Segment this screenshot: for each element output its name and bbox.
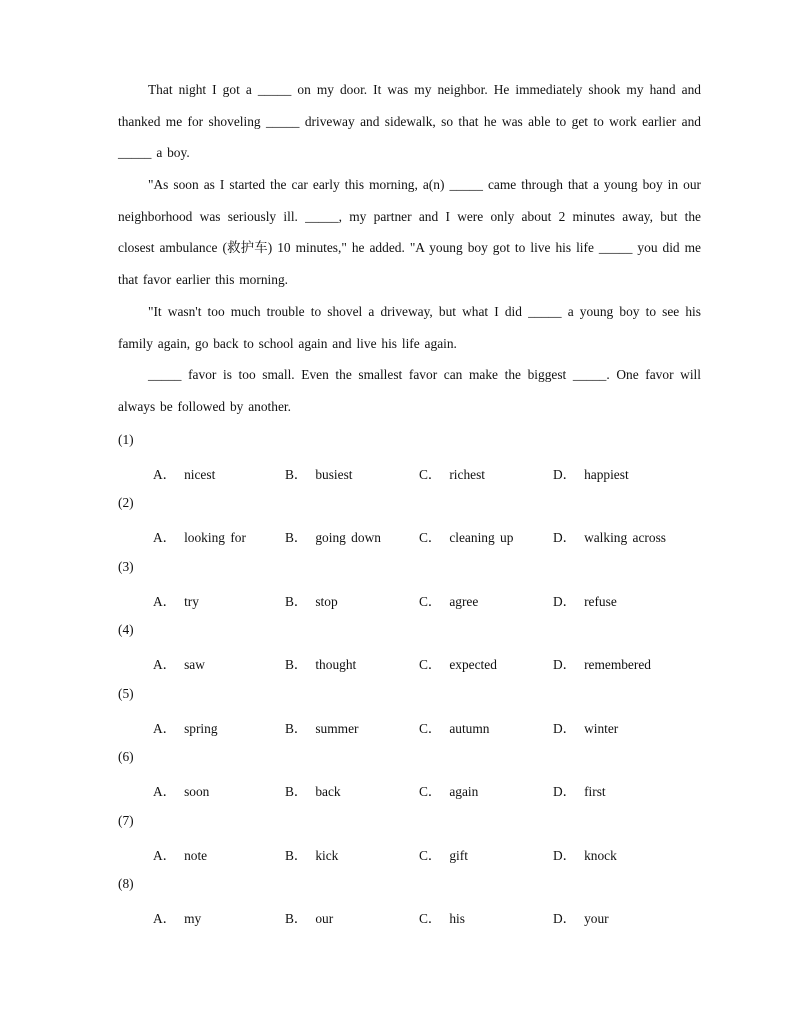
question-number: (7)	[118, 813, 134, 828]
option-text: summer	[315, 721, 359, 736]
passage-paragraph-3-text: "It wasn't too much trouble to shovel a driveway, but what I did _____ a young boy to see his family again, go back to school again and live his life again.	[118, 304, 701, 351]
option-d[interactable]	[553, 654, 651, 673]
option-letter: D．	[553, 911, 577, 926]
option-letter: C．	[419, 848, 442, 863]
option-letter: D．	[553, 721, 577, 736]
option-d[interactable]	[553, 464, 629, 483]
option-c[interactable]	[419, 845, 468, 864]
option-c[interactable]	[419, 527, 513, 546]
option-letter: A．	[153, 848, 177, 863]
option-text: again	[449, 784, 479, 799]
option-letter: D．	[553, 657, 577, 672]
option-text: knock	[584, 848, 617, 863]
option-letter: B．	[285, 594, 308, 609]
option-letter: C．	[419, 594, 442, 609]
option-a[interactable]	[153, 654, 205, 673]
question-number: (4)	[118, 622, 134, 637]
question-number: (2)	[118, 495, 134, 510]
question-number: (3)	[118, 559, 134, 574]
option-letter: B．	[285, 784, 308, 799]
option-text: try	[184, 594, 199, 609]
option-letter: C．	[419, 721, 442, 736]
option-letter: B．	[285, 911, 308, 926]
option-text: our	[315, 911, 334, 926]
option-letter: D．	[553, 594, 577, 609]
option-text: happiest	[584, 467, 629, 482]
option-text: thought	[315, 657, 357, 672]
option-text: my	[184, 911, 202, 926]
option-b[interactable]	[285, 845, 338, 864]
passage-paragraph-2	[118, 169, 701, 295]
option-text: remembered	[584, 657, 651, 672]
option-c[interactable]	[419, 654, 497, 673]
option-text: note	[184, 848, 208, 863]
option-letter: D．	[553, 530, 577, 545]
option-text: richest	[449, 467, 486, 482]
option-a[interactable]	[153, 908, 201, 927]
passage-paragraph-4-text: _____ favor is too small. Even the smallest favor can make the biggest _____. One favor will always be followed by another.	[118, 367, 701, 414]
option-a[interactable]	[153, 527, 246, 546]
option-c[interactable]	[419, 781, 478, 800]
option-d[interactable]	[553, 781, 606, 800]
option-text: busiest	[315, 467, 353, 482]
passage-paragraph-2-text: "As soon as I started the car early this morning, a(n) _____ came through that a young boy in our neighborhood was seriously ill. _____, my partner and I were only about 2 minutes away, but the closest ambulance (救护车) 10 minutes," he added. "A young boy got to live his life _____ you did me that favor earlier this morning.	[118, 177, 701, 287]
option-letter: D．	[553, 848, 577, 863]
option-text: nicest	[184, 467, 216, 482]
question-number: (6)	[118, 749, 134, 764]
option-letter: B．	[285, 467, 308, 482]
option-text: soon	[184, 784, 210, 799]
option-letter: D．	[553, 467, 577, 482]
option-text: first	[584, 784, 606, 799]
option-letter: A．	[153, 467, 177, 482]
option-a[interactable]	[153, 845, 207, 864]
option-letter: A．	[153, 784, 177, 799]
option-text: stop	[315, 594, 338, 609]
option-b[interactable]	[285, 527, 381, 546]
option-text: agree	[449, 594, 479, 609]
option-text: cleaning up	[449, 530, 514, 545]
option-text: saw	[184, 657, 205, 672]
option-letter: A．	[153, 911, 177, 926]
option-text: his	[449, 911, 465, 926]
option-b[interactable]	[285, 781, 341, 800]
option-text: looking for	[184, 530, 246, 545]
option-b[interactable]	[285, 654, 356, 673]
option-b[interactable]	[285, 908, 333, 927]
option-letter: A．	[153, 594, 177, 609]
option-a[interactable]	[153, 464, 215, 483]
option-d[interactable]	[553, 908, 609, 927]
question-number: (1)	[118, 432, 134, 447]
option-letter: B．	[285, 530, 308, 545]
option-c[interactable]	[419, 908, 465, 927]
option-letter: C．	[419, 467, 442, 482]
option-letter: C．	[419, 530, 442, 545]
option-letter: A．	[153, 721, 177, 736]
option-d[interactable]	[553, 718, 618, 737]
option-d[interactable]	[553, 845, 617, 864]
option-c[interactable]	[419, 464, 485, 483]
option-letter: B．	[285, 721, 308, 736]
option-b[interactable]	[285, 591, 338, 610]
option-a[interactable]	[153, 591, 199, 610]
passage-paragraph-3	[118, 296, 701, 359]
option-letter: C．	[419, 657, 442, 672]
option-b[interactable]	[285, 718, 358, 737]
option-b[interactable]	[285, 464, 353, 483]
option-text: walking across	[584, 530, 667, 545]
option-letter: D．	[553, 784, 577, 799]
option-letter: A．	[153, 530, 177, 545]
option-d[interactable]	[553, 527, 666, 546]
option-text: kick	[315, 848, 339, 863]
option-text: autumn	[449, 721, 490, 736]
option-text: your	[584, 911, 609, 926]
option-a[interactable]	[153, 718, 218, 737]
option-letter: C．	[419, 784, 442, 799]
question-number: (5)	[118, 686, 134, 701]
option-text: gift	[449, 848, 468, 863]
option-text: back	[315, 784, 341, 799]
question-number: (8)	[118, 876, 134, 891]
passage-paragraph-4	[118, 359, 701, 422]
option-letter: B．	[285, 848, 308, 863]
passage-paragraph-1-text: That night I got a _____ on my door. It was my neighbor. He immediately shook my hand and thanked me for shoveling _____ driveway and sidewalk, so that he was able to get to work earlier and _____ a boy.	[118, 82, 701, 161]
option-c[interactable]	[419, 718, 490, 737]
option-d[interactable]	[553, 591, 617, 610]
option-text: refuse	[584, 594, 617, 609]
option-letter: B．	[285, 657, 308, 672]
option-letter: A．	[153, 657, 177, 672]
option-text: expected	[449, 657, 497, 672]
option-text: winter	[584, 721, 619, 736]
passage-paragraph-1	[118, 74, 701, 169]
option-c[interactable]	[419, 591, 478, 610]
option-a[interactable]	[153, 781, 209, 800]
option-letter: C．	[419, 911, 442, 926]
option-text: going down	[315, 530, 381, 545]
option-text: spring	[184, 721, 218, 736]
